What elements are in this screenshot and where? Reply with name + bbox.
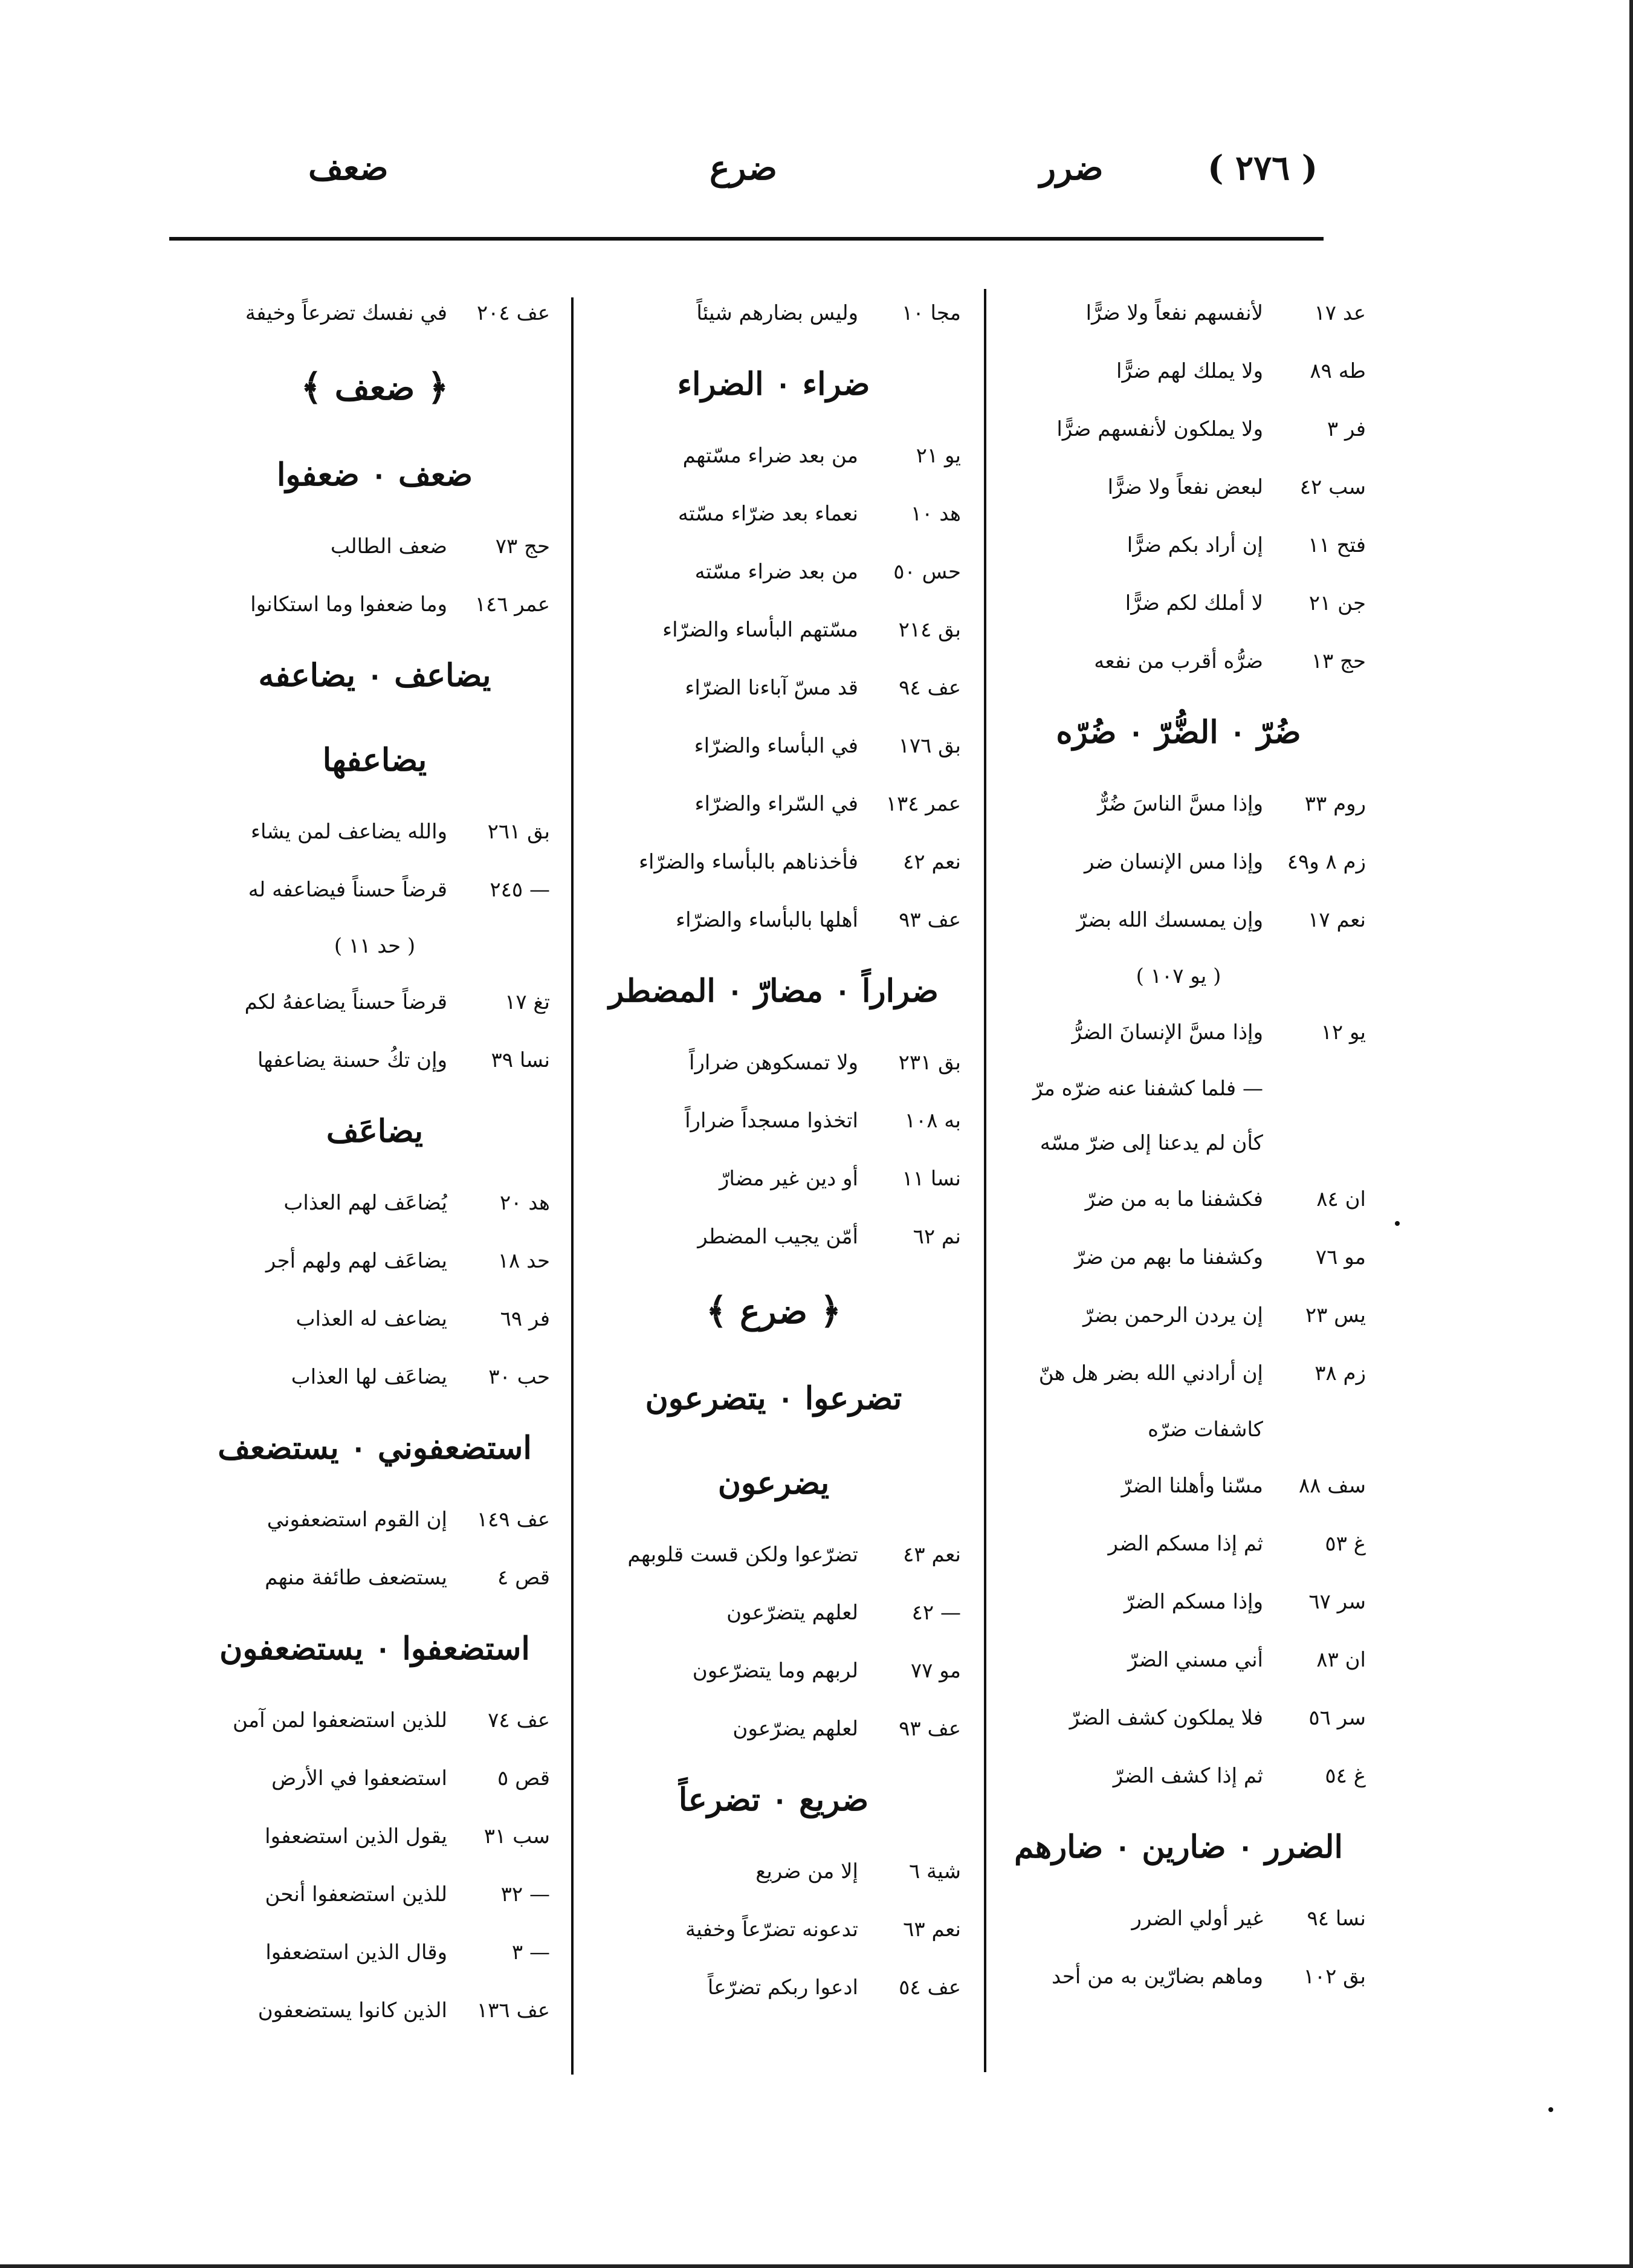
verse-entry (199, 1981, 550, 2040)
surah-verse-ref: بق ١٧٦ (898, 734, 961, 758)
verse-excerpt: وكشفنا ما بهم من ضرّ (1074, 1245, 1263, 1269)
verse-entry (586, 1584, 961, 1642)
surah-verse-ref: هد ١٠ (910, 502, 961, 526)
surah-verse-ref: — ٤٢ (911, 1601, 961, 1625)
derived-form-heading: ضريع ۰ تضرعاً (678, 1781, 869, 1818)
surah-verse-ref: ان ٨٤ (1316, 1187, 1366, 1211)
ornament-bracket-left: ﴾ (706, 1290, 740, 1332)
derived-form-heading: ضُرّ ۰ الضُّرّ ۰ ضُرّه (1056, 714, 1301, 751)
verse-excerpt: لأنفسهم نفعاً ولا ضرًّا (1085, 301, 1263, 325)
verse-entry (586, 1150, 961, 1208)
verse-excerpt: إن يردن الرحمن بضرّ (1083, 1303, 1263, 1327)
verse-continuation: كأن لم يدعنا إلى ضرّ مسّه (1040, 1131, 1263, 1155)
surah-verse-ref: ان ٨٣ (1316, 1648, 1366, 1672)
verse-entry (586, 485, 961, 543)
surah-verse-ref: نعم ٦٣ (903, 1917, 961, 1942)
verse-entry (586, 659, 961, 717)
verse-entry (199, 1807, 550, 1865)
verse-excerpt: مسّتهم البأساء والضرّاء (662, 618, 858, 642)
verse-entry (991, 1286, 1366, 1344)
surah-verse-ref: مو ٧٦ (1315, 1245, 1366, 1269)
verse-excerpt: والله يضاعف لمن يشاء (251, 820, 447, 844)
verse-excerpt: وقال الذين استضعفوا (265, 1940, 447, 1965)
verse-entry (991, 458, 1366, 516)
verse-excerpt: يستضعف طائفة منهم (265, 1566, 447, 1590)
verse-entry (586, 543, 961, 601)
verse-entry (586, 775, 961, 833)
surah-verse-ref: نم ٦٢ (913, 1225, 961, 1249)
header-root-3: ضعف (308, 148, 389, 188)
verse-excerpt: الذين كانوا يستضعفون (257, 1998, 447, 2023)
verse-entry (199, 861, 550, 919)
surah-verse-ref: نسا ٣٩ (491, 1048, 550, 1072)
surah-verse-ref: فر ٣ (1327, 417, 1366, 441)
root-word: ضعف (334, 368, 415, 408)
surah-verse-ref: سر ٥٦ (1308, 1706, 1366, 1730)
verse-excerpt: اتخذوا مسجداً ضراراً (685, 1109, 858, 1133)
verse-entry (991, 1631, 1366, 1689)
surah-verse-ref: نسا ٩٤ (1307, 1907, 1366, 1931)
verse-entry (199, 1549, 550, 1607)
surah-verse-ref: غ ٥٤ (1325, 1764, 1366, 1788)
verse-entry (991, 1890, 1366, 1948)
verse-excerpt: وماهم بضارّين به من أحد (1052, 1965, 1263, 1989)
surah-verse-ref: عمر ١٤٦ (474, 592, 550, 617)
derived-form-heading: يضاعف ۰ يضاعفه (258, 657, 491, 694)
surah-verse-ref: سر ٦٧ (1308, 1590, 1366, 1614)
verse-continuation: كاشفات ضرّه (1148, 1418, 1263, 1442)
surah-verse-ref: عمر ١٣٤ (885, 792, 961, 816)
verse-entry (991, 1689, 1366, 1747)
verse-entry (199, 1491, 550, 1549)
verse-entry (586, 427, 961, 485)
verse-excerpt: فلا يملكون كشف الضرّ (1069, 1706, 1263, 1730)
verse-entry (586, 1700, 961, 1758)
verse-excerpt: للذين استضعفوا أنحن (265, 1882, 447, 1907)
verse-entry (991, 1228, 1366, 1286)
surah-verse-ref: جن ٢١ (1308, 591, 1366, 615)
verse-excerpt: تضرّعوا ولكن قست قلوبهم (627, 1543, 858, 1567)
verse-excerpt: إلا من ضريع (755, 1859, 858, 1884)
verse-excerpt: وإذا مسكم الضرّ (1124, 1590, 1263, 1614)
surah-verse-ref: — ٣ (511, 1940, 550, 1965)
verse-excerpt: وإذا مسَّ الإنسانَ الضرُّ (1072, 1020, 1263, 1045)
verse-entry (586, 1526, 961, 1584)
verse-excerpt: وإن تكُ حسنة يضاعفها (257, 1048, 447, 1072)
surah-verse-ref: زم ٨ و٤٩ (1287, 850, 1366, 874)
verse-excerpt: إن القوم استضعفوني (267, 1508, 447, 1532)
derived-form-heading: تضرعوا ۰ يتضرعون (645, 1380, 902, 1417)
surah-verse-ref: مجا ١٠ (902, 301, 961, 325)
verse-entry (586, 1208, 961, 1266)
surah-verse-ref: فتح ١١ (1308, 533, 1366, 557)
verse-excerpt: ضرُّه أقرب من نفعه (1094, 649, 1263, 673)
verse-excerpt: لعلهم يتضرّعون (726, 1601, 858, 1625)
surah-verse-ref: روم ٣٣ (1304, 792, 1366, 816)
ornament-bracket-left: ﴾ (300, 366, 335, 409)
column-middle (586, 284, 961, 2091)
verse-excerpt: قرضاً حسناً فيضاعفه له (248, 878, 447, 902)
surah-verse-ref: عد ١٧ (1314, 301, 1366, 325)
root-heading (586, 1266, 961, 1356)
surah-verse-ref: حج ٧٣ (495, 534, 550, 559)
verse-entry (199, 1290, 550, 1348)
verse-entry (199, 1865, 550, 1923)
verse-excerpt: قرضاً حسناً يضاعفهُ لكم (244, 990, 447, 1014)
verse-excerpt: للذين استضعفوا لمن آمن (233, 1708, 447, 1732)
verse-entry (991, 574, 1366, 632)
verse-entry (991, 891, 1366, 949)
surah-verse-ref: — ٣٢ (500, 1882, 550, 1907)
surah-verse-ref: زم ٣٨ (1314, 1361, 1366, 1385)
header-root-1: ضرر (1040, 148, 1104, 188)
derived-form-heading: يضاعفها (322, 742, 427, 779)
verse-excerpt: استضعفوا في الأرض (271, 1766, 447, 1790)
verse-entry (991, 775, 1366, 833)
verse-excerpt: ادعوا ربكم تضرّعاً (707, 1975, 858, 2000)
verse-excerpt: يضاعَف لهم ولهم أجر (265, 1249, 447, 1273)
verse-excerpt: مسّنا وأهلنا الضرّ (1121, 1474, 1263, 1498)
scan-edge-right (1629, 0, 1633, 2268)
surah-verse-ref: به ١٠٨ (904, 1109, 961, 1133)
surah-verse-ref: يو ١٢ (1321, 1020, 1366, 1045)
verse-entry (991, 1515, 1366, 1573)
verse-entry (199, 1923, 550, 1981)
surah-verse-ref: عف ٧٤ (488, 1708, 550, 1732)
verse-excerpt: يقول الذين استضعفوا (265, 1824, 447, 1848)
surah-verse-ref: بق ١٠٢ (1303, 1965, 1366, 1989)
surah-verse-ref: بق ٢٦١ (487, 820, 550, 844)
verse-excerpt: قد مسّ آباءنا الضرّاء (685, 676, 858, 700)
verse-excerpt: يضاعف له العذاب (296, 1307, 447, 1331)
surah-verse-ref: نعم ٤٣ (903, 1543, 961, 1567)
surah-verse-ref: — ٢٤٥ (490, 878, 550, 902)
verse-excerpt: ثم إذا مسكم الضر (1108, 1532, 1263, 1556)
verse-excerpt: أمّن يجيب المضطر (697, 1225, 858, 1249)
surah-verse-ref: عف ١٤٩ (476, 1508, 550, 1532)
verse-excerpt: لعلهم يضرّعون (732, 1717, 858, 1741)
verse-excerpt: أهلها بالبأساء والضرّاء (676, 908, 858, 932)
surah-verse-ref: نسا ١١ (902, 1167, 961, 1191)
verse-excerpt: أني مسني الضرّ (1127, 1648, 1263, 1672)
verse-entry (991, 400, 1366, 458)
surah-verse-ref: عف ٩٤ (899, 676, 961, 700)
root-heading (199, 342, 550, 433)
verse-entry (199, 284, 550, 342)
surah-verse-ref: عف ١٣٦ (476, 1998, 550, 2023)
surah-verse-ref: هد ٢٠ (499, 1191, 550, 1215)
cross-reference-note: ( يو ١٠٧ ) (1136, 964, 1221, 988)
verse-entry (586, 1842, 961, 1900)
verse-entry (991, 1948, 1366, 2006)
verse-entry (586, 601, 961, 659)
verse-entry (199, 1749, 550, 1807)
surah-verse-ref: يو ٢١ (916, 444, 961, 468)
verse-excerpt: وإن يمسسك الله بضرّ (1076, 908, 1263, 932)
surah-verse-ref: عف ٩٣ (899, 1717, 961, 1741)
verse-excerpt: لا أملك لكم ضرًّا (1125, 591, 1263, 615)
speck-mark (1548, 2107, 1553, 2112)
surah-verse-ref: يس ٢٣ (1305, 1303, 1366, 1327)
verse-continuation: — فلما كشفنا عنه ضرّه مرّ (1032, 1077, 1263, 1101)
scan-edge-bottom (0, 2264, 1633, 2268)
verse-entry (199, 1174, 550, 1232)
verse-excerpt: إن أراد بكم ضرًّا (1127, 533, 1263, 557)
verse-entry (199, 1691, 550, 1749)
verse-entry (586, 1900, 961, 1959)
verse-excerpt: يضاعَف لها العذاب (291, 1365, 447, 1389)
surah-verse-ref: سف ٨٨ (1298, 1474, 1366, 1498)
derived-form-heading: استضعفوا ۰ يستضعفون (219, 1630, 530, 1667)
verse-excerpt: في السّراء والضرّاء (694, 792, 858, 816)
surah-verse-ref: عف ٥٤ (899, 1975, 961, 2000)
verse-excerpt: وإذا مسَّ الناسَ ضُرٌّ (1098, 792, 1263, 816)
verse-excerpt: لربهم وما يتضرّعون (692, 1659, 858, 1683)
surah-verse-ref: تغ ١٧ (505, 990, 550, 1014)
verse-entry (586, 1092, 961, 1150)
verse-excerpt: ولا يملك لهم ضرًّا (1116, 359, 1263, 383)
verse-excerpt: ضعف الطالب (330, 534, 447, 559)
verse-excerpt: وإذا مس الإنسان ضر (1084, 850, 1263, 874)
surah-verse-ref: مو ٧٧ (910, 1659, 961, 1683)
verse-entry (991, 1170, 1366, 1228)
speck-mark (1395, 1221, 1400, 1226)
verse-excerpt: وليس بضارهم شيئاً (696, 301, 858, 325)
derived-form-heading: ضراراً ۰ مضارّ ۰ المضطر (609, 973, 939, 1009)
surah-verse-ref: بق ٢١٤ (898, 618, 961, 642)
page-number: ( ٢٧٦ ) (1208, 148, 1318, 188)
surah-verse-ref: بق ٢٣١ (898, 1051, 961, 1075)
verse-excerpt: إن أرادني الله بضر هل هنّ (1038, 1361, 1263, 1385)
surah-verse-ref: غ ٥٣ (1325, 1532, 1366, 1556)
verse-excerpt: غير أولي الضرر (1131, 1907, 1263, 1931)
verse-entry (199, 1031, 550, 1089)
column-right (991, 284, 1366, 2091)
surah-verse-ref: فر ٦٩ (500, 1307, 550, 1331)
surah-verse-ref: قص ٤ (497, 1566, 550, 1590)
surah-verse-ref: حب ٣٠ (488, 1365, 550, 1389)
derived-form-heading: استضعفوني ۰ يستضعف (218, 1430, 532, 1466)
verse-excerpt: يُضاعَف لهم العذاب (283, 1191, 447, 1215)
surah-verse-ref: حس ٥٠ (893, 560, 961, 584)
verse-entry (991, 1573, 1366, 1631)
surah-verse-ref: حج ١٣ (1311, 649, 1366, 673)
surah-verse-ref: حد ١٨ (497, 1249, 550, 1273)
surah-verse-ref: سب ٤٢ (1299, 475, 1366, 499)
verse-entry (991, 284, 1366, 342)
derived-form-heading: يضاعَف (326, 1113, 424, 1150)
verse-excerpt: نعماء بعد ضرّاء مسّته (677, 502, 858, 526)
verse-entry (991, 1747, 1366, 1805)
verse-entry (199, 575, 550, 633)
verse-entry (586, 833, 961, 891)
root-word: ضرع (740, 1292, 807, 1332)
derived-form-heading: يضرعون (717, 1465, 830, 1502)
column-divider-2 (571, 297, 574, 2075)
ornament-bracket-right: ﴿ (807, 1290, 841, 1332)
verse-entry (199, 803, 550, 861)
verse-entry (991, 342, 1366, 400)
verse-entry (991, 1457, 1366, 1515)
verse-excerpt: من بعد ضراء مسّتهم (682, 444, 858, 468)
verse-entry (199, 1232, 550, 1290)
verse-entry (199, 517, 550, 575)
derived-form-heading: ضراء ۰ الضراء (677, 366, 870, 403)
verse-entry (586, 1642, 961, 1700)
verse-excerpt: تدعونه تضرّعاً وخفية (685, 1917, 858, 1942)
verse-excerpt: لبعض نفعاً ولا ضرًّا (1107, 475, 1263, 499)
surah-verse-ref: عف ٩٣ (899, 908, 961, 932)
surah-verse-ref: نعم ٤٢ (903, 850, 961, 874)
verse-excerpt: في البأساء والضرّاء (694, 734, 858, 758)
header-root-2: ضرع (710, 148, 777, 188)
verse-entry (586, 1959, 961, 2017)
header-rule (169, 237, 1324, 241)
verse-excerpt: ولا تمسكوهن ضراراً (689, 1051, 858, 1075)
verse-entry (991, 516, 1366, 574)
verse-entry (991, 1003, 1366, 1061)
verse-excerpt: في نفسك تضرعاً وخيفة (245, 301, 447, 325)
column-left (199, 284, 550, 2091)
derived-form-heading: الضرر ۰ ضارين ۰ ضارهم (1014, 1829, 1343, 1865)
verse-entry (586, 284, 961, 342)
verse-entry (586, 1034, 961, 1092)
verse-entry (586, 891, 961, 949)
verse-entry (991, 1344, 1366, 1402)
verse-excerpt: من بعد ضراء مسّته (694, 560, 858, 584)
derived-form-heading: ضعف ۰ ضعفوا (276, 456, 473, 493)
surah-verse-ref: شية ٦ (908, 1859, 961, 1884)
ornament-bracket-right: ﴿ (415, 366, 449, 409)
surah-verse-ref: قص ٥ (497, 1766, 550, 1790)
verse-excerpt: ولا يملكون لأنفسهم ضرًّا (1056, 417, 1263, 441)
verse-entry (199, 1348, 550, 1406)
verse-entry (991, 632, 1366, 690)
surah-verse-ref: طه ٨٩ (1310, 359, 1366, 383)
cross-reference-note: ( حد ١١ ) (334, 934, 416, 958)
verse-excerpt: ثم إذا كشف الضرّ (1113, 1764, 1263, 1788)
surah-verse-ref: نعم ١٧ (1308, 908, 1366, 932)
verse-excerpt: وما ضعفوا وما استكانوا (250, 592, 447, 617)
column-divider-1 (984, 289, 986, 2072)
surah-verse-ref: عف ٢٠٤ (476, 301, 550, 325)
verse-entry (199, 973, 550, 1031)
surah-verse-ref: سب ٣١ (483, 1824, 550, 1848)
verse-excerpt: أو دين غير مضارّ (719, 1167, 858, 1191)
verse-excerpt: فكشفنا ما به من ضرّ (1085, 1187, 1263, 1211)
verse-entry (586, 717, 961, 775)
verse-excerpt: فأخذناهم بالبأساء والضرّاء (638, 850, 858, 874)
verse-entry (991, 833, 1366, 891)
